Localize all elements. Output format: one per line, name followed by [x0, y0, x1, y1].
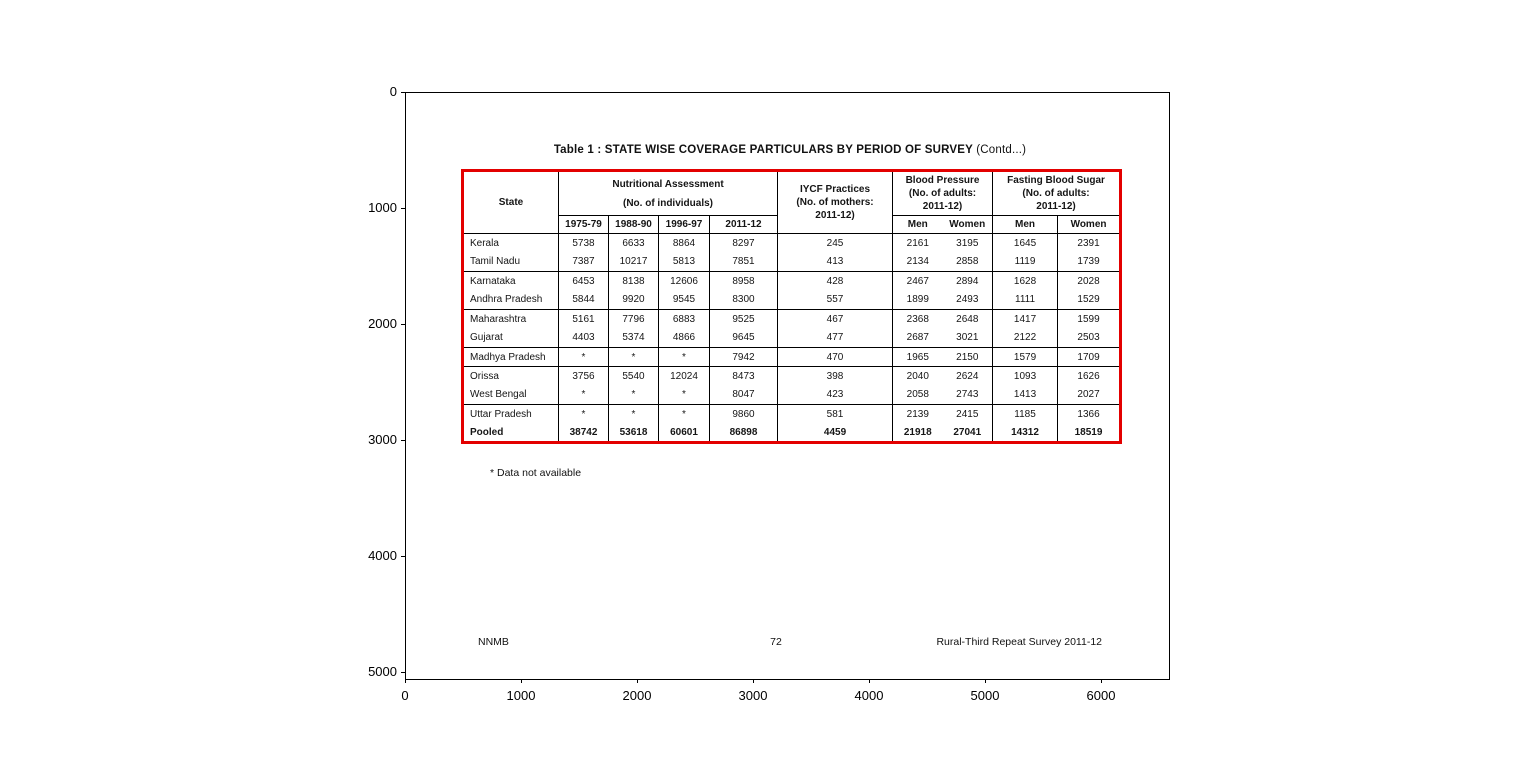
value-cell: 6883: [659, 310, 710, 329]
value-cell: 8300: [710, 291, 778, 310]
value-cell: *: [659, 348, 710, 367]
x-axis-tick-label: 0: [370, 688, 440, 704]
value-cell: 5540: [609, 367, 659, 386]
y-axis-tick-label: 0: [307, 84, 397, 100]
value-cell: *: [609, 348, 659, 367]
coverage-table: [461, 169, 1122, 444]
table-row-madhya-pradesh: [463, 348, 1121, 367]
header-blood-pressure: [893, 171, 993, 216]
table-row-pooled: [463, 424, 1121, 443]
value-cell: *: [659, 405, 710, 424]
x-axis-tick-label: 1000: [486, 688, 556, 704]
value-cell: 1111: [993, 291, 1058, 310]
state-cell: Gujarat: [463, 329, 559, 348]
state-cell: Madhya Pradesh: [463, 348, 559, 367]
value-cell: 2040: [893, 367, 943, 386]
value-cell: 14312: [993, 424, 1058, 443]
value-cell: 4459: [778, 424, 893, 443]
header-line: Nutritional Assessment: [612, 178, 724, 190]
value-cell: 2028: [1058, 272, 1121, 291]
value-cell: 7942: [710, 348, 778, 367]
table-row-maharashtra: [463, 310, 1121, 329]
value-cell: 8473: [710, 367, 778, 386]
value-cell: 9525: [710, 310, 778, 329]
value-cell: 2027: [1058, 386, 1121, 405]
value-cell: 2894: [956, 275, 979, 287]
value-cell: 2415: [956, 408, 979, 420]
value-cell: 1366: [1058, 405, 1121, 424]
value-cell: 60601: [659, 424, 710, 443]
header-bp-men: Men: [893, 216, 943, 234]
value-cell: 12024: [659, 367, 710, 386]
value-cell: *: [559, 386, 609, 405]
x-axis-tick-label: 3000: [718, 688, 788, 704]
value-cell: 7851: [710, 253, 778, 272]
value-cell: 9920: [609, 291, 659, 310]
header-fbs-women: Women: [1058, 216, 1121, 234]
header-line: 2011-12): [1036, 201, 1076, 212]
table-row-uttar-pradesh: [463, 405, 1121, 424]
header-line: 2011-12): [922, 201, 963, 212]
value-cell: 1965: [893, 348, 943, 367]
value-cell: *: [609, 386, 659, 405]
value-cell: 6633: [609, 234, 659, 253]
value-cell: 9860: [710, 405, 778, 424]
value-cell: 12606: [659, 272, 710, 291]
value-cell: 2503: [1058, 329, 1121, 348]
table-row-gujarat: [463, 329, 1121, 348]
value-cell: 5161: [559, 310, 609, 329]
header-year-1996-97: 1996-97: [659, 216, 710, 234]
value-cell: *: [559, 405, 609, 424]
header-line: Fasting Blood Sugar: [1007, 175, 1105, 186]
table-row-tamil-nadu: [463, 253, 1121, 272]
value-cell: 4403: [559, 329, 609, 348]
header-row-1: [463, 171, 1121, 216]
footer-page-number: 72: [770, 636, 782, 648]
figure-axes: [405, 92, 1170, 680]
value-cell: 581: [778, 405, 893, 424]
state-cell: West Bengal: [463, 386, 559, 405]
header-state: State: [463, 171, 559, 234]
value-cell: 1093: [993, 367, 1058, 386]
value-cell: 557: [778, 291, 893, 310]
value-cell: 8138: [609, 272, 659, 291]
header-line: (No. of adults:: [908, 188, 977, 199]
value-cell: 4866: [659, 329, 710, 348]
value-cell: 1529: [1058, 291, 1121, 310]
x-axis-tick-label: 2000: [602, 688, 672, 704]
table-title-contd: (Contd...): [976, 144, 1027, 156]
value-cell: 1739: [1058, 253, 1121, 272]
value-cell: 8864: [659, 234, 710, 253]
value-cell: 2122: [993, 329, 1058, 348]
value-cell: 1579: [993, 348, 1058, 367]
value-cell: 53618: [609, 424, 659, 443]
header-year-1975-79: 1975-79: [559, 216, 609, 234]
table-row-kerala: [463, 234, 1121, 253]
value-cell: 423: [778, 386, 893, 405]
value-cell: 9645: [710, 329, 778, 348]
value-cell: 8958: [710, 272, 778, 291]
y-axis-tick-label: 1000: [307, 200, 397, 216]
footer-left-nnmb: NNMB: [478, 636, 509, 648]
value-cell: 7387: [559, 253, 609, 272]
value-cell: 477: [778, 329, 893, 348]
value-cell: 2134: [893, 253, 943, 272]
state-cell: Orissa: [463, 367, 559, 386]
state-cell: Maharashtra: [463, 310, 559, 329]
value-cell: 1626: [1058, 367, 1121, 386]
table-row-andhra-pradesh: [463, 291, 1121, 310]
value-cell: 18519: [1058, 424, 1121, 443]
value-cell: 2161: [893, 234, 943, 253]
header-line: (No. of adults:: [1022, 188, 1090, 199]
value-cell: 1628: [993, 272, 1058, 291]
value-cell: 5738: [559, 234, 609, 253]
header-line: (No. of mothers:: [796, 197, 874, 208]
header-line: (No. of individuals): [623, 197, 713, 209]
header-line: Blood Pressure: [905, 175, 980, 186]
value-cell: 7796: [609, 310, 659, 329]
value-cell: 2391: [1058, 234, 1121, 253]
value-cell: 1709: [1058, 348, 1121, 367]
state-cell: Tamil Nadu: [463, 253, 559, 272]
state-cell: Karnataka: [463, 272, 559, 291]
table-row-karnataka: [463, 272, 1121, 291]
table-title-main: Table 1 : STATE WISE COVERAGE PARTICULARS BY PERIOD OF SURVEY: [553, 144, 973, 156]
table-row-west-bengal: [463, 386, 1121, 405]
value-cell: 1185: [993, 405, 1058, 424]
value-cell: 1599: [1058, 310, 1121, 329]
value-cell: 8297: [710, 234, 778, 253]
value-cell: 3195: [956, 237, 979, 249]
value-cell: 9545: [659, 291, 710, 310]
value-cell: 5374: [609, 329, 659, 348]
value-cell: 245: [778, 234, 893, 253]
value-cell: 467: [778, 310, 893, 329]
footnote-data-not-available: * Data not available: [490, 467, 582, 479]
value-cell: 2467: [893, 272, 943, 291]
value-cell: 2139: [893, 405, 943, 424]
value-cell: 1899: [893, 291, 943, 310]
value-cell: 10217: [609, 253, 659, 272]
value-cell: 428: [778, 272, 893, 291]
value-cell: *: [559, 348, 609, 367]
y-axis-tick-label: 4000: [307, 548, 397, 564]
header-bp-women: Women: [943, 216, 993, 234]
value-cell: 1645: [993, 234, 1058, 253]
value-cell: 2648: [956, 313, 979, 325]
value-cell: 21918: [893, 424, 943, 443]
footer-right-survey: Rural-Third Repeat Survey 2011-12: [936, 636, 1102, 648]
value-cell: 413: [778, 253, 893, 272]
state-cell: Pooled: [463, 424, 559, 443]
state-cell: Kerala: [463, 234, 559, 253]
value-cell: *: [659, 386, 710, 405]
header-line: 2011-12): [815, 210, 855, 221]
header-line: IYCF Practices: [799, 184, 871, 195]
value-cell: 8047: [710, 386, 778, 405]
x-axis-tick-label: 5000: [950, 688, 1020, 704]
y-axis-tick-label: 5000: [307, 664, 397, 680]
x-axis-tick-label: 4000: [834, 688, 904, 704]
value-cell: 5844: [559, 291, 609, 310]
x-axis-tick-label: 6000: [1066, 688, 1136, 704]
value-cell: 2493: [943, 291, 993, 310]
value-cell: 470: [778, 348, 893, 367]
table-title: [461, 144, 1119, 156]
value-cell: 2058: [893, 386, 943, 405]
value-cell: 1413: [993, 386, 1058, 405]
value-cell: 5813: [659, 253, 710, 272]
state-cell: Uttar Pradesh: [463, 405, 559, 424]
y-axis-tick-label: 3000: [307, 432, 397, 448]
value-cell: 1119: [993, 253, 1058, 272]
header-year-2011-12: 2011-12: [710, 216, 778, 234]
state-cell: Andhra Pradesh: [463, 291, 559, 310]
y-axis-tick-label: 2000: [307, 316, 397, 332]
value-cell: 6453: [559, 272, 609, 291]
value-cell: 38742: [559, 424, 609, 443]
header-year-1988-90: 1988-90: [609, 216, 659, 234]
value-cell: *: [609, 405, 659, 424]
value-cell: 3756: [559, 367, 609, 386]
value-cell: 2150: [943, 348, 993, 367]
value-cell: 2368: [893, 310, 943, 329]
value-cell: 1417: [993, 310, 1058, 329]
value-cell: 86898: [710, 424, 778, 443]
header-iycf-practices: [778, 171, 893, 234]
header-nutritional-assessment: [559, 171, 778, 216]
value-cell: 2743: [943, 386, 993, 405]
value-cell: 3021: [943, 329, 993, 348]
header-fasting-blood-sugar: [993, 171, 1121, 216]
value-cell: 2858: [943, 253, 993, 272]
header-fbs-men: Men: [993, 216, 1058, 234]
value-cell: 2687: [893, 329, 943, 348]
value-cell: 27041: [953, 426, 982, 438]
value-cell: 398: [778, 367, 893, 386]
value-cell: 2624: [956, 370, 979, 382]
table-row-orissa: [463, 367, 1121, 386]
